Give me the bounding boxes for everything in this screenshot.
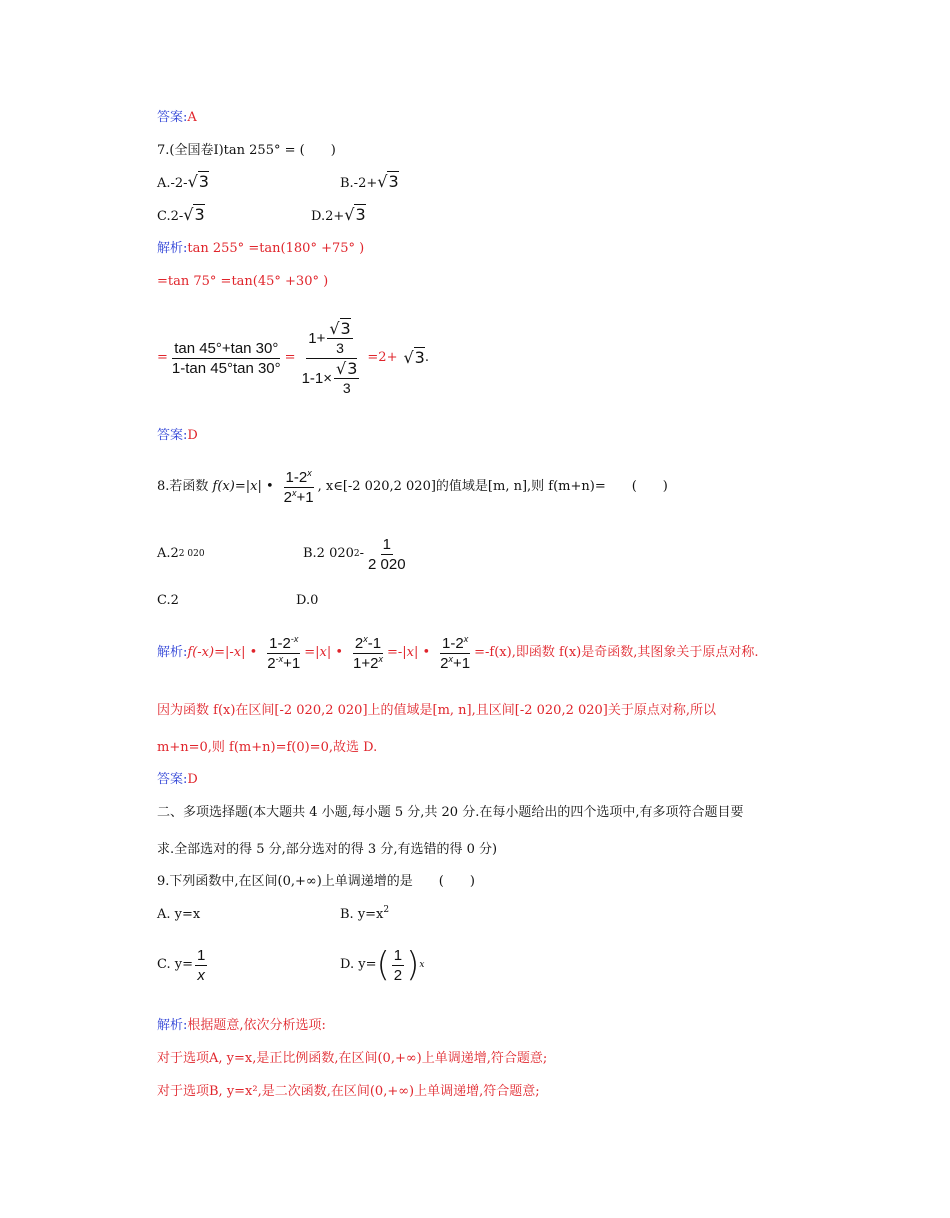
fraction-numerator: 1 bbox=[197, 946, 206, 964]
fraction-numerator: $1-2^{-x}$ bbox=[269, 633, 299, 652]
q8-option-c: C.2 bbox=[157, 593, 179, 608]
function-expr: f(x)=|x| bbox=[212, 479, 262, 494]
radicand: 3 bbox=[340, 318, 351, 338]
option-label: B.-2+ bbox=[340, 176, 378, 191]
answer-6 bbox=[157, 110, 197, 126]
option-label: B. y=x bbox=[340, 907, 384, 922]
solution-9-line-2: 对于选项A, y=x,是正比例函数,在区间(0,+∞)上单调递增,符合题意; bbox=[157, 1051, 548, 1066]
numerator-prefix: 1+ bbox=[308, 329, 326, 347]
solution-8-line-1 bbox=[157, 628, 759, 678]
one-over-2020 bbox=[366, 536, 408, 573]
q7-option-b bbox=[340, 174, 399, 192]
radicand: 3 bbox=[194, 205, 205, 224]
section-2-heading-2: 求.全部选对的得 5 分,部分选对的得 3 分,有选错的得 0 分) bbox=[157, 842, 498, 857]
frac-c bbox=[438, 635, 472, 672]
radicand: 3 bbox=[347, 358, 358, 378]
fraction-numerator: 1 bbox=[393, 946, 403, 964]
answer-label: 答案: bbox=[157, 428, 188, 443]
dot: • bbox=[335, 645, 344, 660]
q7-option-a bbox=[157, 174, 209, 192]
q9-option-c bbox=[157, 942, 209, 988]
solution-8-line-2: 因为函数 f(x)在区间[-2 020,2 020]上的值域是[m, n],且区间[-2 020,2 020]关于原点对称,所以 bbox=[157, 703, 716, 718]
option-label: D.2+ bbox=[311, 209, 345, 224]
dot: • bbox=[422, 645, 431, 660]
fraction-numerator: 2$^x$-1 bbox=[354, 633, 382, 652]
den-base: 2 bbox=[283, 488, 292, 506]
q7-option-d bbox=[311, 207, 366, 225]
fraction-denominator: $2^x+1$ bbox=[283, 487, 314, 506]
solution-label: 解析: bbox=[157, 241, 188, 256]
solution-text: 根据题意,依次分析选项: bbox=[187, 1018, 326, 1033]
compound-denominator bbox=[300, 359, 364, 397]
solution-9-line-1 bbox=[157, 1018, 326, 1034]
q9-option-b bbox=[340, 907, 389, 923]
radicand: 3 bbox=[355, 205, 366, 224]
option-label: C.2- bbox=[157, 209, 184, 224]
q8-option-b: B.2 020 2 - $\frac{1}{2 020}$ bbox=[303, 535, 406, 573]
equals: = bbox=[157, 350, 168, 365]
sqrt3: √3 bbox=[403, 348, 425, 367]
numerator-text: 1-2 bbox=[285, 468, 308, 486]
answer-7 bbox=[157, 428, 198, 444]
q8-option-a: A.2 2 020 bbox=[157, 546, 205, 561]
fraction-denominator: 2 bbox=[393, 966, 403, 984]
sqrt3: √3 bbox=[187, 172, 209, 191]
answer-8 bbox=[157, 772, 198, 788]
question-8 bbox=[157, 462, 668, 512]
sqrt3: √3 bbox=[377, 172, 399, 191]
answer-label: 答案: bbox=[157, 772, 188, 787]
fraction-numerator: tan 45°+tan 30° bbox=[174, 339, 279, 357]
expr-part: f(-x)=|-x| bbox=[187, 645, 246, 660]
section-2-heading-1: 二、多项选择题(本大题共 4 小题,每小题 5 分,共 20 分.在每小题给出的四个选项中,有多项符合题目要 bbox=[157, 805, 744, 820]
fraction-numerator: 1 bbox=[382, 535, 391, 553]
equals: = bbox=[284, 350, 296, 365]
option-label: A.-2- bbox=[157, 176, 188, 191]
question-9: 9.下列函数中,在区间(0,+∞)上单调递增的是 ( ) bbox=[157, 874, 475, 889]
radicand: 3 bbox=[414, 348, 425, 367]
fraction-numerator: 1-2$^x$ bbox=[285, 467, 312, 486]
denominator-3: 3 bbox=[342, 379, 351, 396]
frac-b bbox=[351, 635, 385, 672]
solution-label: 解析: bbox=[157, 645, 188, 660]
answer-value: D bbox=[187, 772, 198, 787]
den-tail: +1 bbox=[296, 488, 314, 506]
tan-fraction bbox=[170, 340, 283, 377]
fraction-denominator: 1-tan 45°tan 30° bbox=[171, 359, 281, 377]
question-tail: , x∈[-2 020,2 020]的值域是[m, n],则 f(m+n)= ( ) bbox=[317, 479, 668, 494]
q8-option-d: D.0 bbox=[296, 593, 319, 608]
option-label: D. y= bbox=[340, 957, 377, 972]
fraction-denominator: $2^x+1$ bbox=[440, 653, 471, 672]
fraction-denominator: 2 020 bbox=[368, 555, 406, 573]
denominator-prefix: 1-1× bbox=[301, 369, 333, 387]
solution-9-line-3: 对于选项B, y=x²,是二次函数,在区间(0,+∞)上单调递增,符合题意; bbox=[157, 1084, 540, 1099]
solution-7-line-2: =tan 75° =tan(45° +30° ) bbox=[157, 274, 329, 289]
right-paren: ) bbox=[406, 945, 420, 985]
expr-part: =|x| bbox=[304, 645, 332, 660]
fraction-denominator: $2^{-x}+1$ bbox=[267, 653, 301, 672]
answer-value: A bbox=[187, 110, 197, 125]
dot: • bbox=[249, 645, 258, 660]
left-paren: ( bbox=[376, 945, 390, 985]
q9-option-d bbox=[340, 942, 424, 988]
fraction-numerator: 1-2$^x$ bbox=[442, 633, 469, 652]
compound-fraction bbox=[300, 320, 364, 397]
solution-8-line-3: m+n=0,则 f(m+n)=f(0)=0,故选 D. bbox=[157, 740, 378, 755]
frac-a bbox=[265, 635, 302, 672]
one-over-two bbox=[392, 947, 404, 984]
solution-7-line-1 bbox=[157, 241, 364, 257]
result-prefix: =2+ bbox=[367, 350, 398, 365]
sqrt3-over-3 bbox=[334, 360, 359, 397]
fraction-denominator: x bbox=[197, 966, 205, 984]
sqrt3: √3 bbox=[344, 205, 366, 224]
compound-numerator bbox=[306, 320, 357, 359]
sqrt3: √3 bbox=[336, 358, 358, 378]
option-label: A.2 bbox=[157, 546, 179, 561]
sqrt3: √3 bbox=[329, 318, 351, 338]
answer-label: 答案: bbox=[157, 110, 188, 125]
option-label: C. y= bbox=[157, 957, 193, 972]
radicand: 3 bbox=[198, 172, 209, 191]
q8-fraction bbox=[282, 469, 316, 506]
denominator-3: 3 bbox=[336, 339, 344, 356]
radicand: 3 bbox=[388, 172, 399, 191]
option-label: B.2 020 bbox=[303, 546, 354, 561]
answer-value: D bbox=[187, 428, 198, 443]
solution-7-line-3: = $\frac{\tan 45^\circ+\tan 30^\circ}{1-\tan 45^\circ\tan 30^\circ}$ = 1+ $\frac{√3}{3}$ 1-1× $\frac{√3}{3}$ =2+ √3 . bbox=[157, 318, 429, 396]
fraction-denominator: $1+2^x$ bbox=[353, 653, 383, 672]
expr-part: =-|x| bbox=[386, 645, 419, 660]
question-7: 7.(全国卷Ⅰ)tan 255° = ( ) bbox=[157, 143, 336, 158]
q9-option-a: A. y=x bbox=[157, 907, 201, 922]
exponent: x bbox=[419, 960, 425, 970]
q7-option-c bbox=[157, 207, 205, 225]
solution-text: tan 255° =tan(180° +75° ) bbox=[187, 241, 365, 256]
exponent: 2 bbox=[383, 905, 390, 915]
one-over-x bbox=[195, 947, 207, 984]
sqrt3-over-3 bbox=[327, 320, 352, 357]
dot: • bbox=[265, 479, 274, 494]
question-prefix: 8.若函数 bbox=[157, 479, 209, 494]
expr-tail: =-f(x),即函数 f(x)是奇函数,其图象关于原点对称. bbox=[474, 645, 759, 660]
sqrt3: √3 bbox=[183, 205, 205, 224]
solution-label: 解析: bbox=[157, 1018, 188, 1033]
